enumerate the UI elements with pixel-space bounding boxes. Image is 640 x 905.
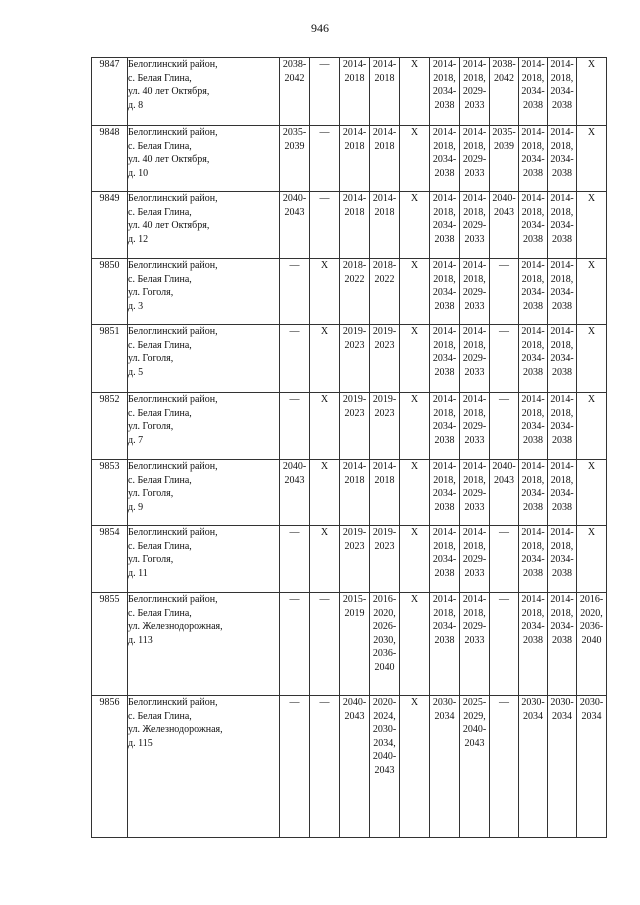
period-cell: 2015- 2019 (340, 593, 370, 696)
period-cell: Х (577, 325, 607, 393)
period-cell: 2019- 2023 (370, 393, 400, 460)
period-cell: — (310, 126, 340, 192)
address-line: ул. Железнодорожная, (128, 724, 223, 735)
period-cell: 2040- 2043 (340, 696, 370, 838)
address-line: ул. Железнодорожная, (128, 621, 223, 632)
period-cell: 2014- 2018, 2034- 2038 (430, 192, 460, 259)
period-cell: Х (310, 526, 340, 593)
period-cell: 2038- 2042 (490, 58, 519, 126)
period-cell: 2014- 2018 (370, 460, 400, 526)
period-cell: 2030- 2034 (548, 696, 577, 838)
period-cell: 2014- 2018, 2034- 2038 (548, 460, 577, 526)
address-cell (128, 393, 280, 460)
address-line: д. 8 (128, 99, 144, 111)
period-cell: 2014- 2018, 2029- 2033 (460, 526, 490, 593)
row-number: 9850 (92, 259, 128, 325)
period-cell: Х (577, 393, 607, 460)
period-cell: 2014- 2018, 2034- 2038 (519, 126, 548, 192)
period-cell: Х (400, 126, 430, 192)
period-cell: 2014- 2018, 2034- 2038 (430, 325, 460, 393)
address-line: Белоглинский район, (128, 59, 218, 70)
address-line: д. 9 (128, 501, 144, 513)
period-cell: Х (577, 126, 607, 192)
address-line: Белоглинский район, (128, 326, 218, 337)
address-cell (128, 593, 280, 696)
address-cell (128, 526, 280, 593)
period-cell: 2014- 2018, 2034- 2038 (430, 259, 460, 325)
address-line: д. 115 (128, 737, 153, 749)
page-number: 946 (311, 21, 329, 35)
period-cell: 2014- 2018, 2029- 2033 (460, 58, 490, 126)
address-line: с. Белая Глина, (128, 72, 192, 84)
period-cell: 2014- 2018, 2034- 2038 (548, 593, 577, 696)
address-line: Белоглинский район, (128, 127, 218, 138)
period-cell: 2014- 2018, 2034- 2038 (548, 192, 577, 259)
period-cell: Х (310, 393, 340, 460)
period-cell: 2014- 2018 (370, 58, 400, 126)
period-cell: 2014- 2018, 2034- 2038 (548, 259, 577, 325)
period-cell: 2014- 2018 (340, 126, 370, 192)
period-cell: 2016- 2020, 2036- 2040 (577, 593, 607, 696)
table-row (92, 460, 607, 526)
period-cell: 2014- 2018, 2029- 2033 (460, 393, 490, 460)
period-cell: 2014- 2018 (370, 192, 400, 259)
period-cell: 2020- 2024, 2030- 2034, 2040- 2043 (370, 696, 400, 838)
period-cell: — (490, 696, 519, 838)
row-number: 9854 (92, 526, 128, 593)
period-cell: 2014- 2018, 2029- 2033 (460, 325, 490, 393)
address-line: Белоглинский район, (128, 461, 218, 472)
period-cell: 2014- 2018, 2034- 2038 (519, 192, 548, 259)
address-cell (128, 58, 280, 126)
period-cell: 2014- 2018, 2034- 2038 (548, 126, 577, 192)
address-line: с. Белая Глина, (128, 339, 192, 351)
period-cell: 2014- 2018, 2034- 2038 (430, 460, 460, 526)
period-cell: 2014- 2018, 2034- 2038 (548, 58, 577, 126)
address-cell (128, 696, 280, 838)
period-cell: Х (400, 393, 430, 460)
period-cell: 2019- 2023 (340, 393, 370, 460)
period-cell: — (280, 325, 310, 393)
period-cell: 2014- 2018, 2029- 2033 (460, 460, 490, 526)
address-line: Белоглинский район, (128, 527, 218, 538)
row-number: 9856 (92, 696, 128, 838)
period-cell: 2019- 2023 (370, 325, 400, 393)
period-cell: Х (400, 325, 430, 393)
period-cell: 2014- 2018, 2034- 2038 (548, 393, 577, 460)
period-cell: Х (400, 460, 430, 526)
period-cell: — (490, 325, 519, 393)
row-number: 9847 (92, 58, 128, 126)
period-cell: 2025- 2029, 2040- 2043 (460, 696, 490, 838)
address-line: Белоглинский район, (128, 193, 218, 204)
period-cell: 2014- 2018, 2029- 2033 (460, 259, 490, 325)
period-cell: — (490, 526, 519, 593)
period-cell: — (280, 259, 310, 325)
period-cell: 2014- 2018, 2029- 2033 (460, 126, 490, 192)
period-cell: 2014- 2018, 2034- 2038 (430, 393, 460, 460)
address-line: ул. 40 лет Октября, (128, 220, 210, 231)
period-cell: Х (577, 58, 607, 126)
address-line: с. Белая Глина, (128, 607, 192, 619)
address-line: ул. 40 лет Октября, (128, 154, 210, 165)
period-cell: Х (400, 192, 430, 259)
registry-table (91, 57, 607, 838)
address-line: с. Белая Глина, (128, 206, 192, 218)
period-cell: — (280, 593, 310, 696)
address-cell (128, 460, 280, 526)
period-cell: 2019- 2023 (340, 325, 370, 393)
period-cell: — (280, 526, 310, 593)
address-line: ул. 40 лет Октября, (128, 86, 210, 97)
period-cell: Х (577, 259, 607, 325)
row-number: 9855 (92, 593, 128, 696)
address-line: ул. Гоголя, (128, 287, 174, 298)
table-row (92, 526, 607, 593)
address-line: с. Белая Глина, (128, 407, 192, 419)
period-cell: Х (310, 460, 340, 526)
period-cell: 2035- 2039 (280, 126, 310, 192)
address-line: д. 11 (128, 567, 148, 579)
period-cell: Х (310, 325, 340, 393)
table-row (92, 393, 607, 460)
period-cell: Х (400, 696, 430, 838)
period-cell: — (280, 696, 310, 838)
period-cell: 2040- 2043 (490, 460, 519, 526)
period-cell: 2018- 2022 (370, 259, 400, 325)
period-cell: 2030- 2034 (430, 696, 460, 838)
period-cell: 2014- 2018 (340, 58, 370, 126)
period-cell: 2014- 2018, 2034- 2038 (519, 460, 548, 526)
period-cell: Х (577, 460, 607, 526)
row-number: 9853 (92, 460, 128, 526)
address-cell (128, 192, 280, 259)
table-row (92, 259, 607, 325)
period-cell: 2014- 2018, 2034- 2038 (519, 58, 548, 126)
address-line: ул. Гоголя, (128, 421, 174, 432)
period-cell: Х (400, 58, 430, 126)
address-cell (128, 126, 280, 192)
period-cell: 2035- 2039 (490, 126, 519, 192)
address-line: ул. Гоголя, (128, 554, 174, 565)
period-cell: Х (400, 259, 430, 325)
address-line: д. 12 (128, 233, 149, 245)
period-cell: 2014- 2018, 2029- 2033 (460, 192, 490, 259)
period-cell: 2014- 2018 (340, 460, 370, 526)
period-cell: 2014- 2018, 2034- 2038 (430, 593, 460, 696)
period-cell: 2019- 2023 (370, 526, 400, 593)
period-cell: 2038- 2042 (280, 58, 310, 126)
address-line: Белоглинский район, (128, 594, 218, 605)
period-cell: 2014- 2018, 2034- 2038 (519, 526, 548, 593)
address-line: с. Белая Глина, (128, 474, 192, 486)
period-cell: — (490, 593, 519, 696)
address-line: Белоглинский район, (128, 697, 218, 708)
address-line: ул. Гоголя, (128, 488, 174, 499)
address-line: д. 10 (128, 167, 149, 179)
period-cell: — (280, 393, 310, 460)
period-cell: 2030- 2034 (519, 696, 548, 838)
period-cell: 2014- 2018, 2034- 2038 (430, 526, 460, 593)
address-line: Белоглинский район, (128, 394, 218, 405)
period-cell: 2014- 2018, 2029- 2033 (460, 593, 490, 696)
period-cell: 2040- 2043 (280, 460, 310, 526)
period-cell: 2019- 2023 (340, 526, 370, 593)
period-cell: — (490, 393, 519, 460)
table-row (92, 325, 607, 393)
address-line: с. Белая Глина, (128, 710, 192, 722)
address-line: с. Белая Глина, (128, 140, 192, 152)
table-row (92, 593, 607, 696)
period-cell: 2014- 2018 (370, 126, 400, 192)
row-number: 9849 (92, 192, 128, 259)
period-cell: — (310, 58, 340, 126)
period-cell: — (310, 696, 340, 838)
period-cell: 2014- 2018, 2034- 2038 (548, 526, 577, 593)
address-line: с. Белая Глина, (128, 273, 192, 285)
period-cell: Х (577, 192, 607, 259)
address-cell (128, 325, 280, 393)
table-row (92, 696, 607, 838)
period-cell: 2014- 2018, 2034- 2038 (430, 126, 460, 192)
period-cell: — (310, 192, 340, 259)
period-cell: Х (400, 593, 430, 696)
address-line: ул. Гоголя, (128, 353, 174, 364)
period-cell: 2014- 2018, 2034- 2038 (548, 325, 577, 393)
period-cell: 2014- 2018, 2034- 2038 (519, 393, 548, 460)
period-cell: — (490, 259, 519, 325)
period-cell: 2014- 2018, 2034- 2038 (519, 593, 548, 696)
table-row (92, 192, 607, 259)
address-line: д. 113 (128, 634, 153, 646)
period-cell: 2014- 2018 (340, 192, 370, 259)
address-line: д. 7 (128, 434, 144, 446)
period-cell: Х (577, 526, 607, 593)
period-cell: Х (310, 259, 340, 325)
period-cell: 2014- 2018, 2034- 2038 (519, 325, 548, 393)
period-cell: — (310, 593, 340, 696)
row-number: 9852 (92, 393, 128, 460)
table-row (92, 58, 607, 126)
period-cell: 2016- 2020, 2026- 2030, 2036- 2040 (370, 593, 400, 696)
address-line: д. 3 (128, 300, 144, 312)
address-line: д. 5 (128, 366, 144, 378)
period-cell: 2014- 2018, 2034- 2038 (430, 58, 460, 126)
address-line: Белоглинский район, (128, 260, 218, 271)
period-cell: Х (400, 526, 430, 593)
address-cell (128, 259, 280, 325)
period-cell: 2030- 2034 (577, 696, 607, 838)
row-number: 9851 (92, 325, 128, 393)
period-cell: 2040- 2043 (490, 192, 519, 259)
table-row (92, 126, 607, 192)
row-number: 9848 (92, 126, 128, 192)
period-cell: 2018- 2022 (340, 259, 370, 325)
period-cell: 2040- 2043 (280, 192, 310, 259)
address-line: с. Белая Глина, (128, 540, 192, 552)
period-cell: 2014- 2018, 2034- 2038 (519, 259, 548, 325)
